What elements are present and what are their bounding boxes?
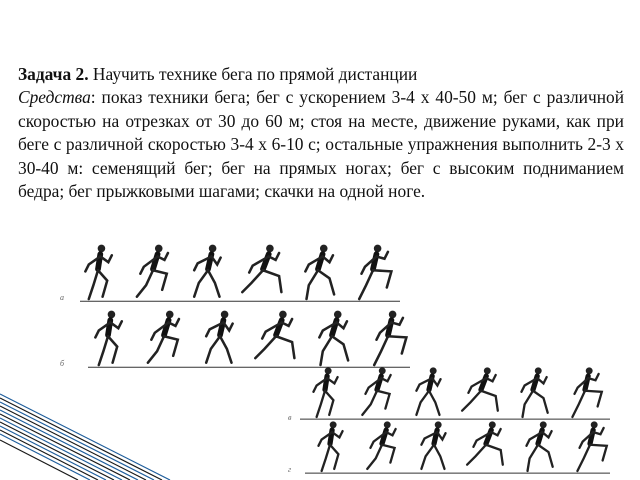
task-label: Задача 2. [18,64,89,84]
runner-row-c [300,367,610,419]
runner-figure [305,245,334,299]
decorative-stripes [0,394,170,480]
row-label-c: в [288,413,292,422]
means-label: Средства [18,87,91,108]
runner-figure [362,367,390,415]
runner-figure [194,245,220,297]
row-label-b: б [60,359,65,368]
runner-figure [137,245,168,297]
runner-figure [416,367,440,415]
runner-figure [577,421,606,471]
runner-figure [313,367,337,417]
runner-figure [421,421,445,469]
runner-figure [95,311,121,365]
runner-figure [572,367,601,417]
row-label-a: а [60,293,64,302]
runner-row-b [88,311,410,368]
runner-row-d [305,421,610,473]
task-text: Научить технике бега по прямой дистанции [88,64,418,84]
row-label-d: г [288,465,292,474]
means-text: : показ техники бега; бег с ускорением 3-4 х 40-50 м; бег с различной скоростью на отрезках от 30 до 60 м; стоя на месте, движение руками, как при беге с различной скоростью 3-4 х 6-10 с; остальные упражнения выполнить 2-3 х 30-40 м: семенящий бег; бег на прямых ногах; бег с высоким подниманием бедра; бег прыжковыми шагами; скачки на одной ноге. [18,87,624,202]
runner-figure [359,245,391,299]
runner-figure [462,367,498,410]
runner-row-a [80,245,400,302]
runner-figure [148,311,179,363]
runner-figure [521,367,547,417]
runner-figure [374,311,406,365]
runner-figure [367,421,395,469]
runner-figure [206,311,232,363]
runner-figure [467,421,503,464]
runner-figure [242,245,281,292]
runner-figure [85,245,111,299]
runner-figure [526,421,552,471]
runner-figure [318,421,342,471]
runner-figure [319,311,348,365]
runner-figure [255,311,294,358]
